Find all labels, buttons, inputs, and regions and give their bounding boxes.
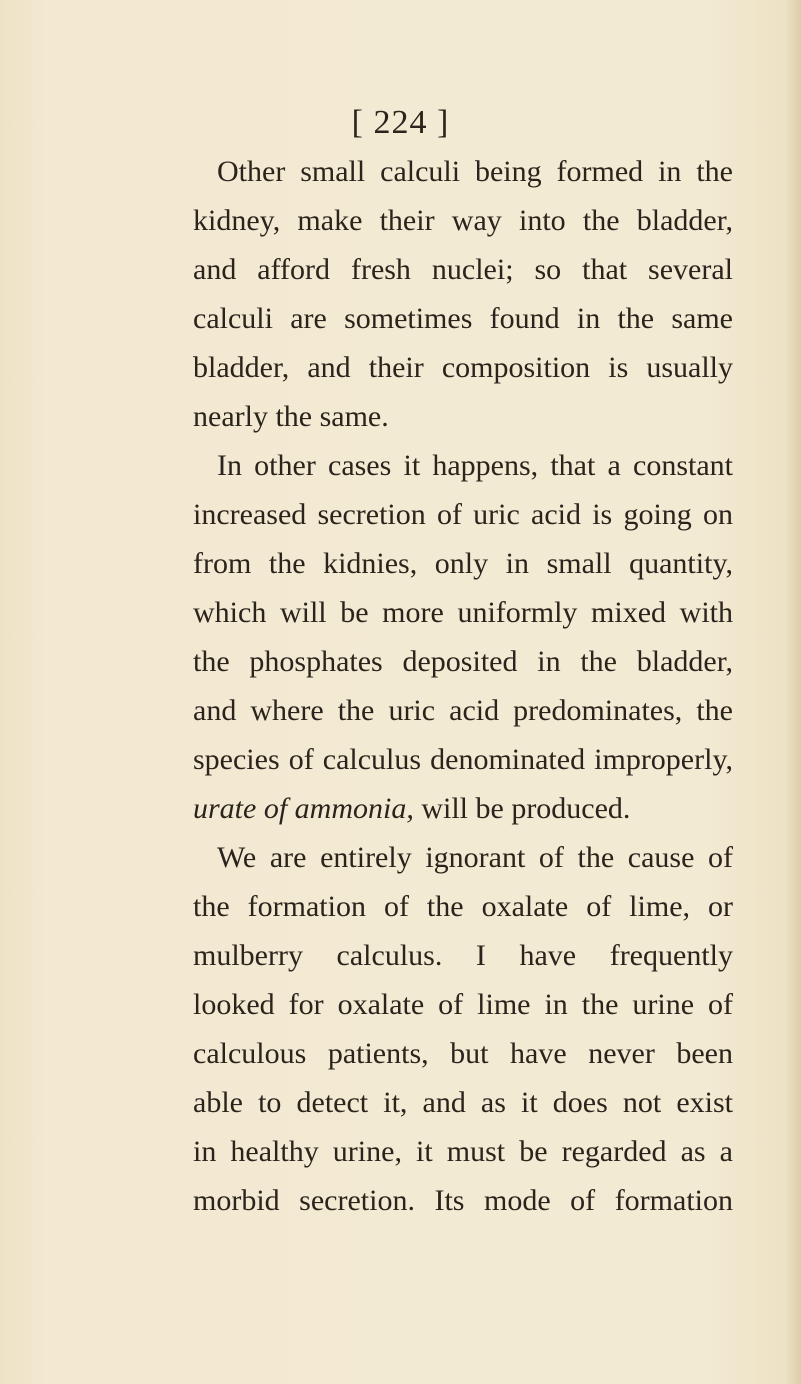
text-line: the phosphates deposited in the bladder,	[193, 645, 733, 678]
text-line: the formation of the oxalate of lime, or	[193, 890, 733, 923]
text-line: calculous patients, but have never been	[193, 1037, 733, 1070]
text-line: bladder, and their composition is usually	[193, 351, 733, 384]
text-line: and afford fresh nuclei; so that several	[193, 253, 733, 286]
body-text	[193, 147, 733, 1225]
text-line: species of calculus denominated improperly,	[193, 743, 733, 776]
italic-phrase: urate of ammonia,	[193, 792, 414, 825]
text-line: mulberry calculus. I have frequently	[193, 939, 733, 972]
text-line: We are entirely ignorant of the cause of	[217, 841, 733, 874]
page-edge-shadow	[785, 0, 801, 1384]
text-line: looked for oxalate of lime in the urine of	[193, 988, 733, 1021]
text-line: nearly the same.	[193, 400, 389, 433]
text-line: able to detect it, and as it does not exist	[193, 1086, 733, 1119]
text-line: and where the uric acid predominates, the	[193, 694, 733, 727]
text-line: which will be more uniformly mixed with	[193, 596, 733, 629]
text-line: from the kidnies, only in small quantity,	[193, 547, 733, 580]
text-line: increased secretion of uric acid is going on	[193, 498, 733, 531]
text-line: In other cases it happens, that a constant	[217, 449, 733, 482]
page-number: [ 224 ]	[351, 104, 450, 141]
text-line: in healthy urine, it must be regarded as a	[193, 1135, 733, 1168]
text-line	[193, 784, 733, 833]
text-line: calculi are sometimes found in the same	[193, 302, 733, 335]
text-line: kidney, make their way into the bladder,	[193, 204, 733, 237]
text-line: Other small calculi being formed in the	[217, 155, 733, 188]
text-line: morbid secretion. Its mode of formation	[193, 1184, 733, 1217]
text-line-rest: will be produced.	[413, 792, 631, 825]
